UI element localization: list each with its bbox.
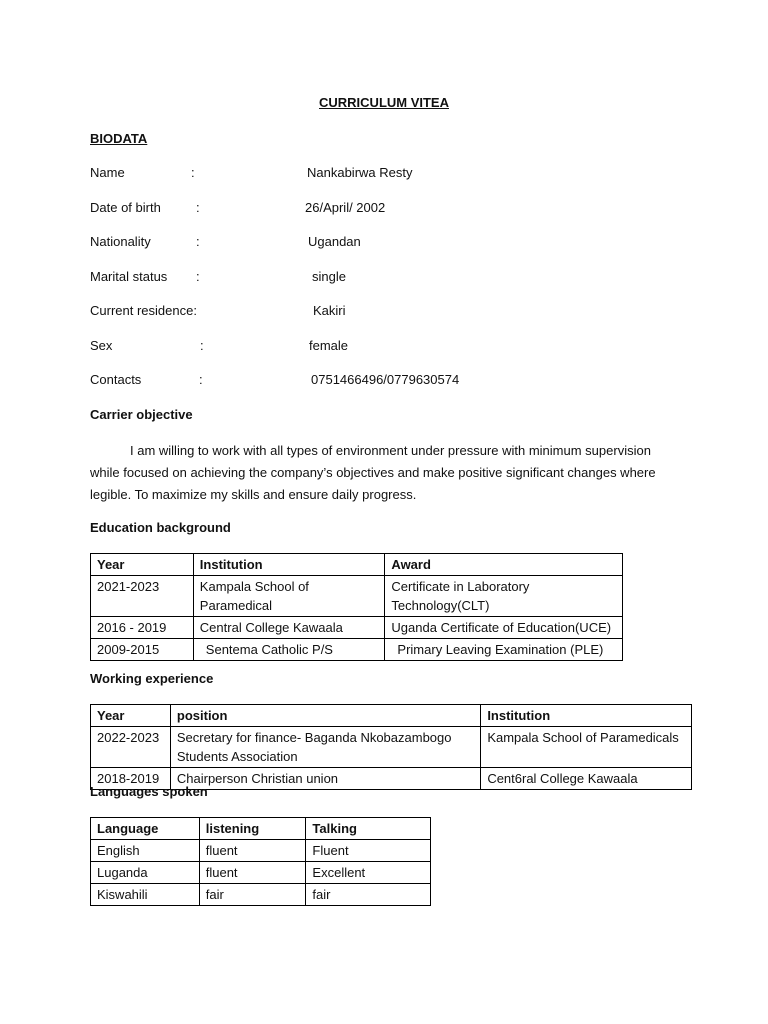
field-colon: : [196,234,200,249]
field-colon: : [199,372,203,387]
field-value: female [309,338,349,353]
table-cell: Kampala School of Paramedical [193,576,385,617]
field-label: Sex [90,338,113,353]
field-colon: : [191,165,195,180]
biodata-row-contacts [90,372,650,390]
biodata-row-marital-status [90,269,650,287]
table-row [91,727,692,768]
field-colon: : [196,200,200,215]
field-value: 26/April/ 2002 [305,200,386,215]
field-value: single [312,269,346,284]
biodata-row-nationality [90,234,650,252]
objective-heading: Carrier objective [90,407,193,422]
header-cell-talking: Talking [306,818,431,840]
field-colon: : [196,269,200,284]
table-cell: Kampala School of Paramedicals [481,727,692,768]
header-cell-position: position [170,705,480,727]
table-row [91,884,431,906]
field-label: Date of birth [90,200,161,215]
table-cell: fair [199,884,306,906]
field-colon: : [200,338,204,353]
table-cell: Central College Kawaala [193,617,385,639]
field-value: Kakiri [313,303,346,318]
table-cell: fair [306,884,431,906]
table-header-row [91,705,692,727]
table-cell: Luganda [91,862,200,884]
table-cell: 2016 - 2019 [91,617,194,639]
table-cell: 2009-2015 [91,639,194,661]
languages-table [90,817,431,906]
table-cell: Fluent [306,840,431,862]
work-experience-table [90,704,692,790]
table-cell: Sentema Catholic P/S [193,639,385,661]
field-label: Current residence: [90,303,197,318]
languages-heading: Languages spoken [90,784,208,799]
education-table [90,553,623,661]
table-row [91,840,431,862]
table-row [91,617,623,639]
biodata-row-current-residence [90,303,650,321]
table-cell: 2018-2019 [91,768,171,790]
table-cell: 2022-2023 [91,727,171,768]
biodata-row-sex [90,338,650,356]
field-value: 0751466496/0779630574 [311,372,460,387]
table-cell: Excellent [306,862,431,884]
objective-text: I am willing to work with all types of environment under pressure with minimum supervision while focused on achieving the company’s objectives and make positive significant changes where legible. To maximize my skills and ensure daily progress. [90,443,656,502]
table-cell: 2021-2023 [91,576,194,617]
field-label: Marital status [90,269,168,284]
table-cell: Cent6ral College Kawaala [481,768,692,790]
header-cell-year: Year [91,705,171,727]
biodata-row-date-of-birth [90,200,650,218]
field-value: Ugandan [308,234,361,249]
biodata-heading: BIODATA [90,131,148,146]
header-cell-listening: listening [199,818,306,840]
header-cell-language: Language [91,818,200,840]
table-header-row [91,554,623,576]
field-label: Nationality [90,234,151,249]
table-cell: Uganda Certificate of Education(UCE) [385,617,623,639]
table-cell: fluent [199,862,306,884]
header-cell-institution: Institution [193,554,385,576]
table-cell: Primary Leaving Examination (PLE) [385,639,623,661]
objective-paragraph [90,440,680,506]
table-row [91,862,431,884]
table-cell: Certificate in Laboratory Technology(CLT) [385,576,623,617]
field-label: Name [90,165,125,180]
table-row [91,639,623,661]
table-cell: English [91,840,200,862]
document-title: CURRICULUM VITEA [319,95,449,110]
table-cell: Secretary for finance- Baganda Nkobazambogo Students Association [170,727,480,768]
table-cell: Chairperson Christian union [170,768,480,790]
table-cell: fluent [199,840,306,862]
work-heading: Working experience [90,671,214,686]
table-header-row [91,818,431,840]
table-cell: Kiswahili [91,884,200,906]
biodata-row-name [90,165,650,183]
header-cell-year: Year [91,554,194,576]
education-heading: Education background [90,520,231,535]
header-cell-institution: Institution [481,705,692,727]
table-row [91,576,623,617]
header-cell-award: Award [385,554,623,576]
field-label: Contacts [90,372,142,387]
field-value: Nankabirwa Resty [307,165,413,180]
